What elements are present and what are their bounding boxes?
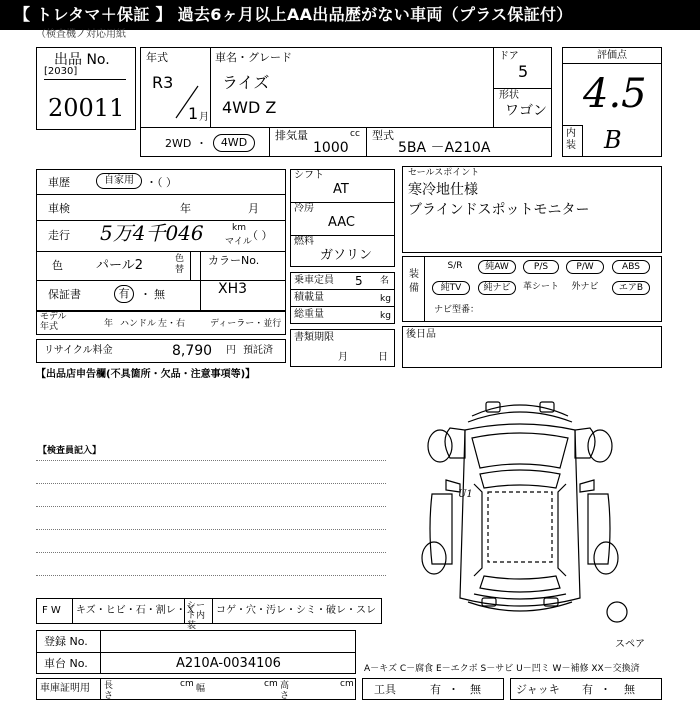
diagram-mark: U1	[458, 489, 473, 500]
cert-cm-3: cm	[340, 679, 354, 689]
color-change-label: 色替	[175, 254, 185, 275]
year-era: R3	[152, 73, 174, 92]
model-year-dealer: ディーラー・並行	[210, 319, 282, 329]
jack-yes: 有	[582, 683, 593, 696]
mileage-label: 走行	[48, 229, 70, 242]
navi-label: ナビ型番：	[434, 305, 480, 315]
history-label: 車歴	[48, 176, 70, 189]
drive-four: 4WD	[220, 136, 248, 149]
equip-ps: P/S	[533, 262, 549, 272]
year-label: 年式	[146, 51, 168, 64]
equip-jun-aw: 純AW	[485, 262, 509, 272]
color-label: 色	[52, 259, 63, 272]
equip-airbag: エアB	[618, 283, 644, 293]
sales-point-line2: ブラインドスポットモニター	[408, 202, 590, 218]
after-day-label: 後日品	[406, 329, 436, 340]
score-label: 評価点	[597, 50, 627, 61]
spare-label: スペア	[615, 639, 645, 650]
inspector-notes-label: 【検査員記入】	[38, 446, 102, 456]
load-unit: kg	[380, 294, 391, 304]
color-value: パール2	[96, 258, 144, 273]
warranty-dot: ・	[140, 288, 151, 301]
warranty-label: 保証書	[48, 288, 81, 301]
subhead: （検査機ノ対応用紙	[36, 29, 126, 40]
seller-notes-label: 【出品店申告欄(不具箇所・欠品・注意事項等)】	[36, 369, 256, 380]
fuel-label: 燃料	[294, 236, 314, 247]
recycle-value: 8,790	[172, 343, 213, 359]
inspection-year: 年	[180, 202, 191, 215]
model-year-year: 年	[104, 319, 114, 329]
doors-value: 5	[518, 62, 529, 81]
model-value: 5BA －A210A	[398, 140, 491, 156]
lot-number: 20011	[48, 94, 125, 122]
doors-label: ドア	[499, 51, 519, 62]
mileage-unit-km: km	[232, 223, 246, 233]
displacement-unit: cc	[350, 129, 360, 139]
tools-label: 工具	[374, 683, 396, 696]
model-year-lr: 左・右	[158, 319, 186, 329]
jack-no: 無	[624, 683, 635, 696]
shift-value: AT	[333, 182, 349, 197]
color-code: XH3	[218, 281, 248, 297]
model-year-handle: ハンドル	[120, 319, 157, 329]
tools-dot: ・	[448, 683, 459, 696]
displacement-label: 排気量	[275, 129, 308, 142]
warranty-yes: 有	[118, 287, 130, 300]
sales-point-line1: 寒冷地仕様	[408, 182, 478, 198]
cert-cm-1: cm	[180, 679, 194, 689]
fw-seat-label: シート内装	[187, 601, 206, 631]
capacity-unit: 名	[380, 276, 390, 286]
recycle-note: 預託済	[243, 345, 273, 356]
warranty-no: 無	[154, 288, 165, 301]
cert-height: 高さ	[280, 681, 290, 701]
jack-label: ジャッキ	[516, 683, 560, 696]
interior-value: B	[604, 126, 622, 154]
ac-value: AAC	[328, 215, 355, 230]
inspection-label: 車検	[48, 202, 70, 215]
gross-label: 総重量	[294, 309, 324, 320]
color-code-label: カラーNo.	[208, 254, 260, 267]
mileage-paren: （ ）	[247, 229, 273, 242]
registration-label: 登録 No.	[44, 635, 88, 648]
score-value: 4.5	[583, 71, 647, 117]
model-label: 型式	[372, 129, 394, 142]
damage-legend: A－キズ C－腐食 E－エクボ S－サビ U－凹ミ W－補修 XX－交換済	[364, 664, 640, 674]
car-name: ライズ	[222, 73, 270, 92]
lot-label: 出品 No.	[54, 52, 110, 68]
shape-label: 形状	[499, 90, 519, 101]
doc-deadline-month: 月	[338, 352, 348, 363]
equip-jun-tv: 純TV	[440, 283, 462, 293]
recycle-unit: 円	[226, 345, 236, 356]
doc-deadline-day: 日	[378, 352, 388, 363]
history-rest: ・（ ）	[146, 176, 177, 189]
ac-label: 冷房	[294, 203, 314, 214]
capacity-label: 乗車定員	[294, 275, 334, 286]
interior-label: 内装	[566, 128, 576, 151]
tools-yes: 有	[430, 683, 441, 696]
equip-sr: S/R	[447, 261, 463, 271]
model-year-label: モデル年式	[40, 312, 67, 332]
cert-width: 幅	[196, 684, 206, 694]
equip-jun-navi: 純ナビ	[483, 283, 511, 293]
inspection-month: 月	[248, 202, 259, 215]
mileage-unit-mile: マイル	[225, 237, 252, 247]
car-label: 車名・グレード	[215, 51, 292, 64]
shift-label: シフト	[294, 170, 324, 181]
equip-pw: P/W	[576, 262, 594, 272]
load-label: 積載量	[294, 292, 324, 303]
fw-seat-text: コゲ・穴・汚レ・シミ・破レ・スレ	[216, 605, 376, 616]
capacity-value: 5	[355, 274, 363, 288]
equip-ext-navi: 外ナビ	[571, 282, 599, 292]
fw-text: キズ・ヒビ・石・割レ・Ｘ	[76, 605, 196, 616]
history-value: 自家用	[104, 175, 134, 186]
gross-unit: kg	[380, 311, 391, 321]
after-day-box	[402, 326, 662, 368]
car-damage-diagram	[410, 388, 630, 628]
warranty-yes-circled	[114, 285, 134, 303]
fw-label: F W	[42, 605, 61, 616]
chassis-label: 車台 No.	[44, 657, 88, 670]
banner-text: 【 トレタマ＋保証 】 過去6ヶ月以上AA出品歴がない車両（プラス保証付）	[14, 5, 573, 24]
year-month: 1	[188, 104, 199, 123]
car-grade: 4WD Z	[222, 98, 277, 117]
equipment-label: 装備	[409, 269, 419, 294]
drive-four-circled	[213, 134, 255, 152]
sales-point-label: セールスポイント	[408, 168, 480, 178]
jack-dot: ・	[600, 683, 611, 696]
drive-two: 2WD	[165, 137, 192, 150]
cert-cm-2: cm	[264, 679, 278, 689]
equip-leather: 革シート	[522, 282, 559, 292]
shape-value: ワゴン	[505, 103, 547, 119]
cert-length: 長さ	[104, 681, 114, 701]
mileage-value: 5万4千046	[100, 221, 204, 245]
recycle-label: リサイクル料金	[44, 345, 113, 356]
equip-abs: ABS	[622, 262, 640, 272]
displacement-value: 1000	[313, 140, 349, 156]
drive-dot: ・	[196, 137, 207, 150]
doc-deadline-label: 書類期限	[294, 332, 334, 343]
year-month-suffix: 月	[199, 112, 209, 123]
fuel-value: ガソリン	[320, 248, 373, 263]
chassis-value: A210A-0034106	[176, 656, 281, 671]
lot-sub: [2030]	[44, 66, 78, 77]
cert-label: 車庫証明用	[40, 683, 90, 694]
history-value-circled	[96, 173, 142, 189]
tools-no: 無	[470, 683, 481, 696]
